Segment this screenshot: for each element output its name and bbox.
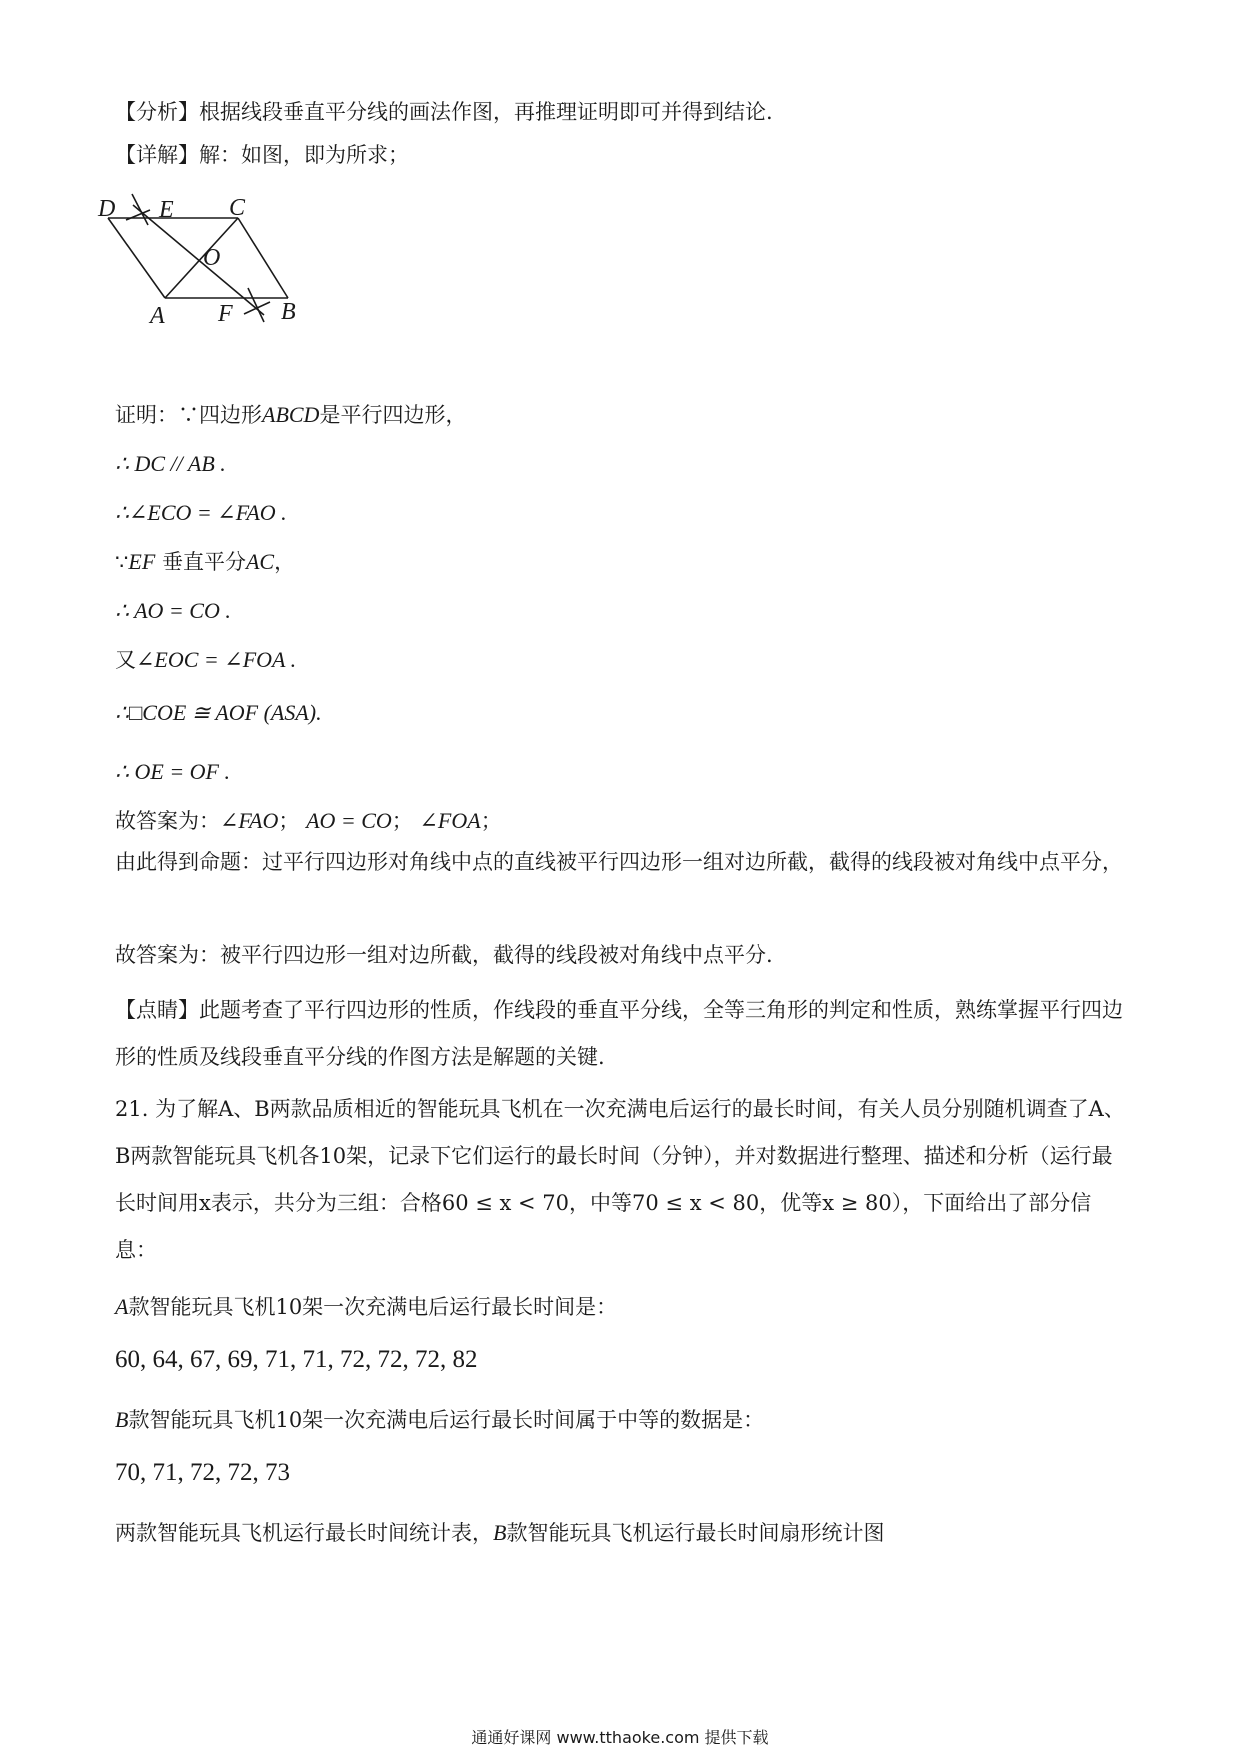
proof-line-6: 又∠EOC = ∠FOA .: [115, 647, 297, 672]
arc-mark-top-1: [132, 194, 148, 225]
proposition-text: 由此得到命题：过平行四边形对角线中点的直线被平行四边形一组对边所截，截得的线段被对角线中点平分，: [115, 850, 1123, 874]
label-b: B: [281, 299, 296, 325]
proof-line-7: ∴□COE ≅ AOF (ASA).: [115, 700, 322, 725]
question-21-text: 21. 为了解A、B两款品质相近的智能玩具飞机在一次充满电后运行的最长时间，有关人员分别随机调查了A、B两款智能玩具飞机各10架，记录下它们运行的最长时间（分钟），并对数据进行整理、描述和分析（运行最长时间用x表示，共分为三组：合格60 ≤ x < 70，中等70 ≤ x < 80，优等x ≥ 80），下面给出了部分信息：: [115, 1097, 1125, 1262]
arc-mark-bottom-2: [244, 302, 270, 314]
proof-line-1: 证明：∵四边形ABCD是平行四边形，: [115, 402, 467, 427]
label-f: F: [218, 301, 233, 327]
footer: 通通好课网 www.tthaoke.com 提供下载: [471, 1728, 769, 1747]
segment-cb: [238, 218, 288, 298]
analysis-text: 【分析】根据线段垂直平分线的画法作图，再推理证明即可并得到结论.: [115, 100, 773, 124]
b-data-values: 70, 71, 72, 72, 73: [115, 1459, 290, 1486]
label-o: O: [203, 245, 221, 271]
comment-text: 【点睛】此题考查了平行四边形的性质，作线段的垂直平分线，全等三角形的判定和性质，熟练掌握平行四边形的性质及线段垂直平分线的作图方法是解题的关键.: [115, 998, 1123, 1069]
label-d: D: [98, 196, 116, 222]
proof-line-2: ∴ DC // AB .: [115, 451, 226, 476]
proof-line-3: ∴∠ECO = ∠FAO .: [115, 500, 287, 525]
tables-caption: 两款智能玩具飞机运行最长时间统计表，B款智能玩具飞机运行最长时间扇形统计图: [115, 1520, 885, 1545]
b-data-label: B款智能玩具飞机10架一次充满电后运行最长时间属于中等的数据是：: [115, 1407, 765, 1432]
proof-line-8: ∴ OE = OF .: [115, 759, 230, 784]
answer-1: 故答案为：∠FAO； AO = CO； ∠FOA；: [115, 808, 502, 833]
label-a: A: [150, 303, 165, 329]
segment-da: [108, 218, 165, 298]
proof-line-5: ∴ AO = CO .: [115, 598, 231, 623]
answer-2: 故答案为：被平行四边形一组对边所截，截得的线段被对角线中点平分.: [115, 943, 773, 967]
a-data-label: A款智能玩具飞机10架一次充满电后运行最长时间是：: [115, 1294, 618, 1319]
a-data-values: 60, 64, 67, 69, 71, 71, 72, 72, 72, 82: [115, 1346, 478, 1373]
detail-text: 【详解】解：如图，即为所求；: [115, 143, 409, 167]
parallelogram-figure: [98, 195, 328, 335]
proof-line-4: ∵EF 垂直平分AC，: [115, 549, 296, 574]
label-c: C: [229, 195, 246, 221]
diagonal-ac: [165, 218, 238, 298]
label-e: E: [159, 197, 174, 223]
